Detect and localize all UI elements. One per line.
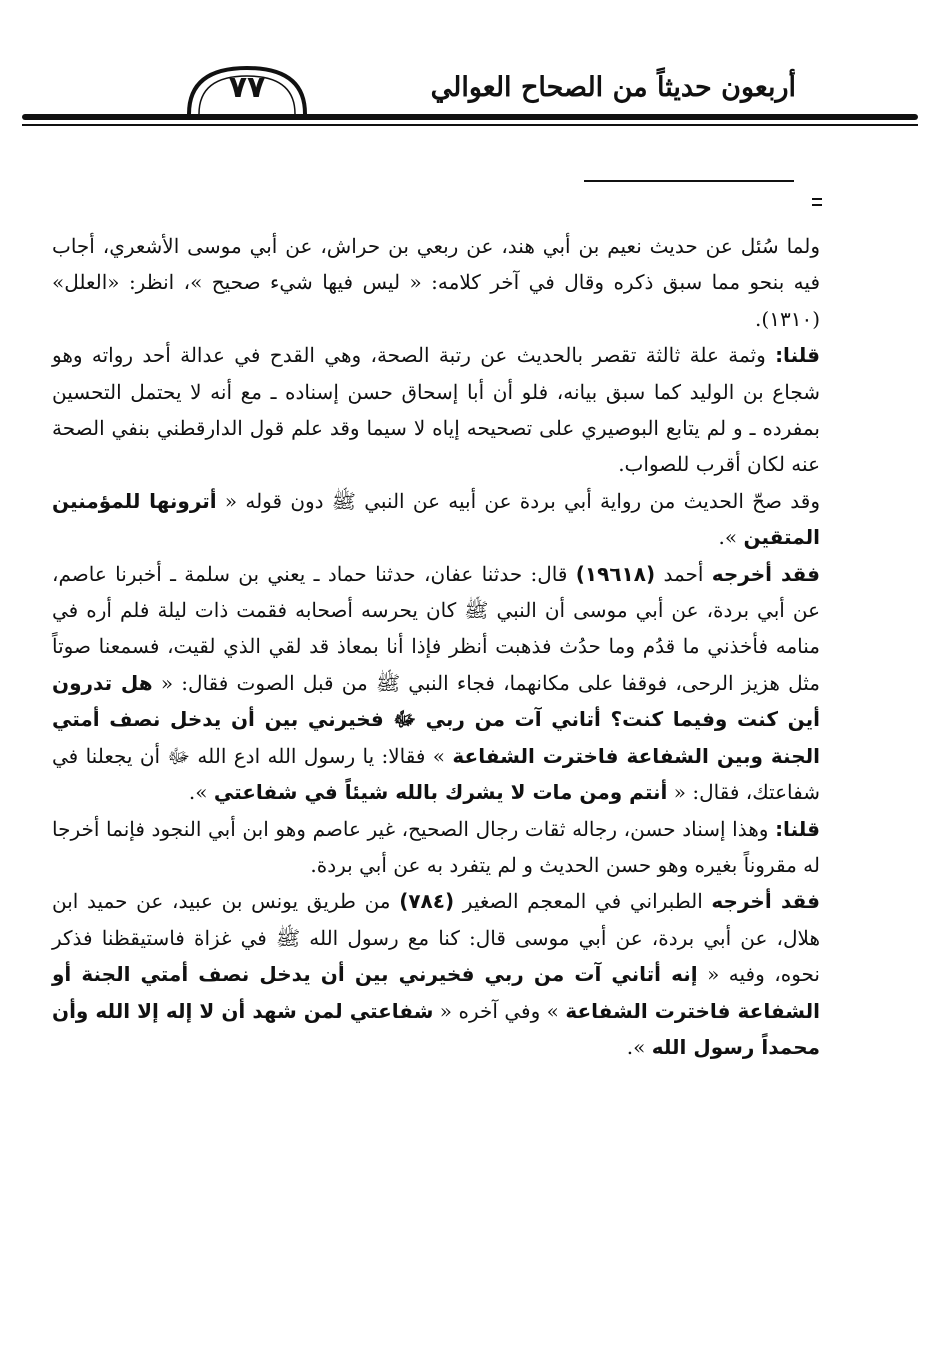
text-run: ».: [188, 780, 214, 805]
bold-text: أترونها للمؤمنين المتقين: [52, 488, 820, 550]
text-run: وقد صحّ الحديث من رواية أبي بردة عن أبيه عن النبي ﷺ دون قوله «: [216, 488, 820, 513]
bold-text: أنتم ومن مات لا يشرك بالله شيئاً في شفاعتي: [213, 780, 668, 805]
text-run: وثمة علة ثالثة تقصر بالحديث عن رتبة الصحة، وهي القدح في عدالة أحد رواته وهو شجاع بن الوليد كما سبق بيانه، فلو أن أبا إسحاق حسن إسناده ـ مع أنه لا يحتمل التحسين بمفرده ـ و لم يتابع البوصيري على تصحيحه إياه لا سيما وقد علم قول الدارقطني بنفي الصحة عنه لكان أقرب للصواب.: [52, 343, 820, 477]
bold-text: قلنا:: [775, 816, 820, 841]
bold-text: فقد أخرجه: [711, 889, 820, 914]
header-rule-thin: [22, 124, 918, 126]
footnote-separator: [584, 180, 794, 182]
paragraph: [52, 228, 820, 337]
text-run: قال: حدثنا عفان، حدثنا حماد ـ يعني بن سلمة ـ أخبرنا عاصم، عن أبي بردة، عن أبي موسى أن النبي ﷺ كان يحرسه أصحابه فقمت ذات ليلة فلم أره في منامه فأخذني ما قدُم وما حدُث فذهبت أنظر فإذا أنا بمعاذ قد لقي الذي لقيت، فسمعنا صوتاً مثل هزيز الرحى، فوقفا على مكانهما، فجاء النبي ﷺ من قبل الصوت فقال: «: [52, 561, 820, 695]
paragraph: [52, 483, 820, 556]
bold-text: فقد أخرجه: [711, 561, 821, 586]
continuation-mark: [812, 198, 822, 206]
bold-text: (١٩٦١٨): [575, 561, 656, 586]
bold-text: شفاعتي لمن شهد أن لا إله إلا الله وأن محمداً رسول الله: [52, 998, 820, 1059]
paragraph: [52, 811, 820, 884]
paragraph: [52, 883, 820, 1065]
bold-text: قلنا:: [775, 343, 820, 368]
bold-text: (٧٨٤): [399, 889, 455, 914]
text-run: من طريق يونس بن عبيد، عن حميد ابن هلال، عن أبي بردة، عن أبي موسى قال: كنا مع رسول الله ﷺ في غزاة فاستيقظنا فذكر نحوه، وفيه «: [52, 889, 820, 987]
page-header: [0, 0, 936, 140]
text-run: الطبراني في المعجم الصغير: [454, 889, 712, 914]
text-run: ».: [626, 1034, 652, 1059]
bold-text: هل تدرون أين كنت وفيما كنت؟ أتاني آت من ربي ﷻ فخيرني بين أن يدخل نصف أمتي الجنة وبين الشفاعة فاخترت الشفاعة: [52, 670, 821, 768]
page-number: ٧٧: [228, 70, 266, 105]
text-run: أحمد: [655, 561, 712, 586]
text-run: » فقالا: يا رسول الله ادع الله ﷻ أن يجعلنا في شفاعتك، فقال: «: [52, 743, 820, 805]
page-body: [52, 228, 820, 1065]
text-run: ولما سُئل عن حديث نعيم بن أبي هند، عن ربعي بن حراش، عن أبي موسى الأشعري، أجاب فيه بنحو مما سبق ذكره وقال في آخر كلامه: « ليس فيها شيء صحيح »، انظر: «العلل» (١٣١٠).: [52, 234, 820, 331]
paragraph: [52, 337, 820, 483]
bold-text: إنه أتاني آت من ربي فخيرني بين أن يدخل نصف أمتي الجنة أو الشفاعة فاخترت الشفاعة: [52, 962, 820, 1023]
text-run: » وفي آخره «: [433, 998, 566, 1023]
text-run: ».: [718, 525, 744, 550]
text-run: وهذا إسناد حسن، رجاله ثقات رجال الصحيح، غير عاصم وهو ابن أبي النجود فإنما أخرجا له مقروناً بغيره وهو حسن الحديث و لم يتفرد به عن أبي بردة.: [52, 816, 820, 877]
header-rule-thick: [22, 114, 918, 120]
running-title: أربعون حديثاً من الصحاح العوالي: [430, 72, 796, 103]
paragraph: [52, 556, 820, 811]
